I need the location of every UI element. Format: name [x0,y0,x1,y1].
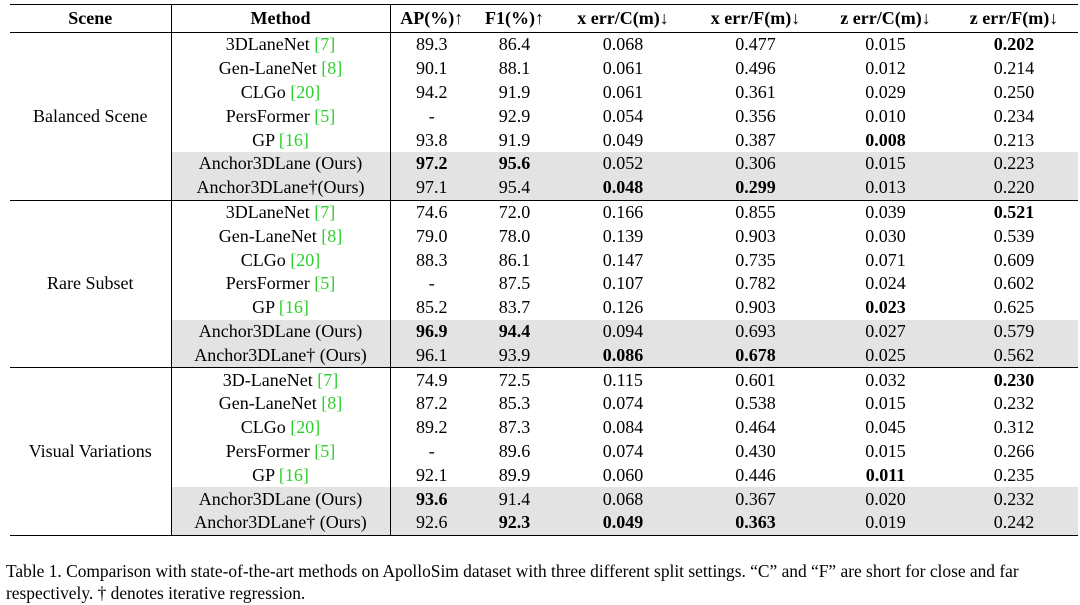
ap-cell: 96.9 [390,320,473,344]
x-err-far-cell: 0.735 [735,249,776,270]
x-err-close-cell: 0.060 [602,464,644,485]
method-cell [171,224,390,248]
method-name: PersFormer [225,273,315,294]
z-err-far-cell: 0.625 [993,297,1035,318]
method-cell [171,152,390,176]
method-name: GP [252,129,279,150]
z-err-far-cell: 0.232 [993,393,1035,414]
x-err-close-cell: 0.139 [602,225,644,246]
f1-cell: 86.4 [498,34,531,55]
table-row [10,320,1078,344]
x-err-far-cell: 0.387 [735,129,776,150]
z-err-far-cell: 0.220 [950,176,1078,200]
table-row [10,296,1078,320]
table-row [10,224,1078,248]
z-err-far-cell: 0.602 [993,273,1035,294]
x-err-close-cell: 0.074 [602,440,644,461]
table-row [10,416,1078,440]
table-row [10,463,1078,487]
x-err-close-cell: 0.049 [602,129,644,150]
table-row [10,392,1078,416]
header-z-err-close: z err/C(m)↓ [840,8,931,28]
citation-link[interactable]: [16] [278,129,309,150]
z-err-far-cell: 0.539 [993,225,1035,246]
f1-cell: 91.4 [473,487,556,511]
scene-cell: Visual Variations [10,368,171,536]
f1-cell: 94.4 [473,320,556,344]
method-name: 3DLaneNet [225,34,315,55]
method-cell [171,81,390,105]
x-err-close-cell: 0.126 [602,297,644,318]
z-err-close-cell: 0.032 [865,369,906,390]
z-err-far-cell: 0.250 [993,81,1035,102]
ap-cell: 85.2 [416,297,448,318]
z-err-far-cell: 0.202 [993,34,1035,55]
z-err-close-cell: 0.027 [821,320,950,344]
citation-link[interactable]: [7] [317,369,339,390]
citation-link[interactable]: [5] [314,105,336,126]
table-row [10,200,1078,224]
header-x-err-far: x err/F(m)↓ [710,8,801,28]
header-row [10,5,1078,33]
z-err-close-cell: 0.045 [865,417,906,438]
z-err-close-cell: 0.029 [865,81,906,102]
header-f1: F1(%)↑ [485,8,544,28]
method-name: PersFormer [225,105,315,126]
method-name: Anchor3DLane† (Ours) [194,344,367,365]
x-err-close-cell: 0.094 [556,320,690,344]
x-err-far-cell: 0.601 [735,369,776,390]
table-header [10,5,1078,33]
f1-cell: 85.3 [498,393,531,414]
ap-cell: 79.0 [416,225,448,246]
x-err-far-cell: 0.464 [735,417,776,438]
ap-cell: 88.3 [416,249,448,270]
x-err-far-cell: 0.299 [690,176,821,200]
z-err-far-cell: 0.266 [993,440,1035,461]
x-err-close-cell: 0.068 [556,487,690,511]
citation-link[interactable]: [5] [314,440,336,461]
x-err-far-cell: 0.903 [735,225,776,246]
method-cell [171,343,390,367]
table-row [10,511,1078,535]
table-row [10,272,1078,296]
x-err-far-cell: 0.356 [735,105,776,126]
f1-cell: 86.1 [498,249,531,270]
z-err-far-cell: 0.234 [993,105,1035,126]
ap-cell: 97.2 [390,152,473,176]
z-err-close-cell: 0.015 [865,393,906,414]
z-err-close-cell: 0.012 [865,58,906,79]
x-err-far-cell: 0.903 [735,297,776,318]
citation-link[interactable]: [8] [321,393,343,414]
ap-cell: 94.2 [416,81,448,102]
z-err-close-cell: 0.008 [865,129,906,150]
z-err-far-cell: 0.223 [950,152,1078,176]
ap-cell: 93.8 [416,129,448,150]
method-cell [171,104,390,128]
table-row [10,487,1078,511]
citation-link[interactable]: [20] [290,417,321,438]
f1-cell: 72.0 [498,201,531,222]
z-err-far-cell: 0.562 [950,343,1078,367]
f1-cell: 87.5 [498,273,531,294]
citation-link[interactable]: [5] [314,273,336,294]
method-cell [171,33,390,57]
table-row [10,248,1078,272]
ap-cell: 90.1 [416,58,448,79]
table-row [10,368,1078,392]
scene-cell: Rare Subset [10,200,171,368]
z-err-close-cell: 0.013 [821,176,950,200]
method-cell [171,368,390,392]
x-err-close-cell: 0.147 [602,249,644,270]
z-err-close-cell: 0.071 [865,249,906,270]
table-row [10,33,1078,57]
ap-cell: - [428,273,435,294]
x-err-far-cell: 0.306 [690,152,821,176]
x-err-close-cell: 0.086 [556,343,690,367]
citation-link[interactable]: [7] [314,201,336,222]
f1-cell: 89.9 [498,464,531,485]
method-name: GP [252,464,279,485]
method-cell [171,416,390,440]
citation-link[interactable]: [16] [278,464,309,485]
table-row [10,57,1078,81]
method-cell [171,248,390,272]
x-err-close-cell: 0.054 [602,105,644,126]
x-err-far-cell: 0.693 [690,320,821,344]
table-row [10,128,1078,152]
ap-cell: 92.1 [416,464,448,485]
f1-cell: 91.9 [498,129,531,150]
header-z-err-far: z err/F(m)↓ [969,8,1059,28]
method-name: Anchor3DLane (Ours) [198,320,363,341]
method-cell [171,463,390,487]
x-err-far-cell: 0.446 [735,464,776,485]
x-err-close-cell: 0.048 [556,176,690,200]
method-name: CLGo [240,81,291,102]
f1-cell: 72.5 [498,369,531,390]
ap-cell: - [428,105,435,126]
method-cell [171,128,390,152]
x-err-close-cell: 0.074 [602,393,644,414]
citation-link[interactable]: [16] [278,297,309,318]
x-err-close-cell: 0.052 [556,152,690,176]
z-err-close-cell: 0.011 [865,464,906,485]
method-name: PersFormer [225,440,315,461]
ap-cell: 96.1 [390,343,473,367]
ap-cell: - [428,440,435,461]
method-cell [171,176,390,200]
method-name: 3D-LaneNet [222,369,318,390]
x-err-far-cell: 0.477 [735,34,776,55]
citation-link[interactable]: [8] [321,225,343,246]
f1-cell: 78.0 [498,225,531,246]
f1-cell: 95.4 [473,176,556,200]
method-cell [171,57,390,81]
table-row [10,81,1078,105]
ap-cell: 97.1 [390,176,473,200]
x-err-far-cell: 0.678 [690,343,821,367]
f1-cell: 92.9 [498,105,531,126]
table-group [10,200,1078,368]
z-err-far-cell: 0.235 [993,464,1035,485]
method-cell [171,200,390,224]
scene-cell: Balanced Scene [10,33,171,201]
x-err-far-cell: 0.855 [735,201,776,222]
f1-cell: 91.9 [498,81,531,102]
z-err-far-cell: 0.521 [993,201,1035,222]
z-err-far-cell: 0.609 [993,249,1035,270]
results-table [10,4,1078,536]
z-err-close-cell: 0.024 [865,273,906,294]
z-err-close-cell: 0.039 [865,201,906,222]
z-err-close-cell: 0.015 [865,34,906,55]
z-err-far-cell: 0.579 [950,320,1078,344]
f1-cell: 93.9 [473,343,556,367]
z-err-close-cell: 0.023 [865,297,906,318]
method-name: CLGo [240,249,291,270]
method-cell [171,392,390,416]
citation-link[interactable]: [7] [314,34,336,55]
method-name: Gen-LaneNet [218,58,322,79]
header-method: Method [171,5,390,33]
header-ap: AP(%)↑ [400,8,464,28]
method-cell [171,487,390,511]
z-err-close-cell: 0.015 [865,440,906,461]
x-err-close-cell: 0.068 [602,34,644,55]
f1-cell: 92.3 [473,511,556,535]
x-err-close-cell: 0.049 [556,511,690,535]
x-err-close-cell: 0.107 [602,273,644,294]
x-err-far-cell: 0.496 [735,58,776,79]
f1-cell: 89.6 [498,440,531,461]
results-table-container [10,4,1078,536]
table-row [10,440,1078,464]
x-err-close-cell: 0.166 [602,201,644,222]
z-err-close-cell: 0.030 [865,225,906,246]
citation-link[interactable]: [20] [290,81,321,102]
z-err-close-cell: 0.015 [821,152,950,176]
method-name: Anchor3DLane†(Ours) [196,177,365,198]
z-err-close-cell: 0.019 [821,511,950,535]
table-row [10,152,1078,176]
ap-cell: 89.3 [416,34,448,55]
x-err-close-cell: 0.061 [602,81,644,102]
method-name: Anchor3DLane (Ours) [198,488,363,509]
ap-cell: 92.6 [390,511,473,535]
ap-cell: 89.2 [416,417,448,438]
f1-cell: 88.1 [498,58,531,79]
z-err-close-cell: 0.025 [821,343,950,367]
table-caption: Table 1. Comparison with state-of-the-art methods on ApolloSim dataset with three different split settings. “C” and “F” are short for close and far respectively. † denotes iterative regression. [6,561,1019,603]
ap-cell: 74.9 [416,369,448,390]
method-name: CLGo [240,417,291,438]
x-err-far-cell: 0.538 [735,393,776,414]
table-row [10,343,1078,367]
ap-cell: 93.6 [390,487,473,511]
method-name: Anchor3DLane† (Ours) [194,512,367,533]
z-err-far-cell: 0.214 [993,58,1035,79]
citation-link[interactable]: [20] [290,249,321,270]
citation-link[interactable]: [8] [321,58,343,79]
z-err-close-cell: 0.020 [821,487,950,511]
f1-cell: 83.7 [498,297,531,318]
x-err-far-cell: 0.782 [735,273,776,294]
x-err-far-cell: 0.367 [690,487,821,511]
method-name: GP [252,297,279,318]
f1-cell: 87.3 [498,417,531,438]
method-name: 3DLaneNet [225,201,315,222]
ap-cell: 87.2 [416,393,448,414]
z-err-far-cell: 0.242 [950,511,1078,535]
method-cell [171,511,390,535]
x-err-far-cell: 0.361 [735,81,776,102]
table-row [10,176,1078,200]
z-err-far-cell: 0.230 [993,369,1035,390]
method-cell [171,320,390,344]
table-group [10,368,1078,536]
z-err-far-cell: 0.213 [993,129,1035,150]
x-err-close-cell: 0.061 [602,58,644,79]
z-err-close-cell: 0.010 [865,105,906,126]
header-x-err-close: x err/C(m)↓ [577,8,669,28]
method-name: Gen-LaneNet [218,225,322,246]
x-err-far-cell: 0.430 [735,440,776,461]
method-name: Gen-LaneNet [218,393,322,414]
x-err-close-cell: 0.115 [603,369,643,390]
method-cell [171,296,390,320]
ap-cell: 74.6 [416,201,448,222]
header-scene: Scene [10,5,171,33]
x-err-close-cell: 0.084 [602,417,644,438]
method-cell [171,440,390,464]
method-cell [171,272,390,296]
f1-cell: 95.6 [473,152,556,176]
method-name: Anchor3DLane (Ours) [198,153,363,174]
table-row [10,104,1078,128]
x-err-far-cell: 0.363 [690,511,821,535]
z-err-far-cell: 0.312 [993,417,1035,438]
table-group [10,33,1078,201]
z-err-far-cell: 0.232 [950,487,1078,511]
